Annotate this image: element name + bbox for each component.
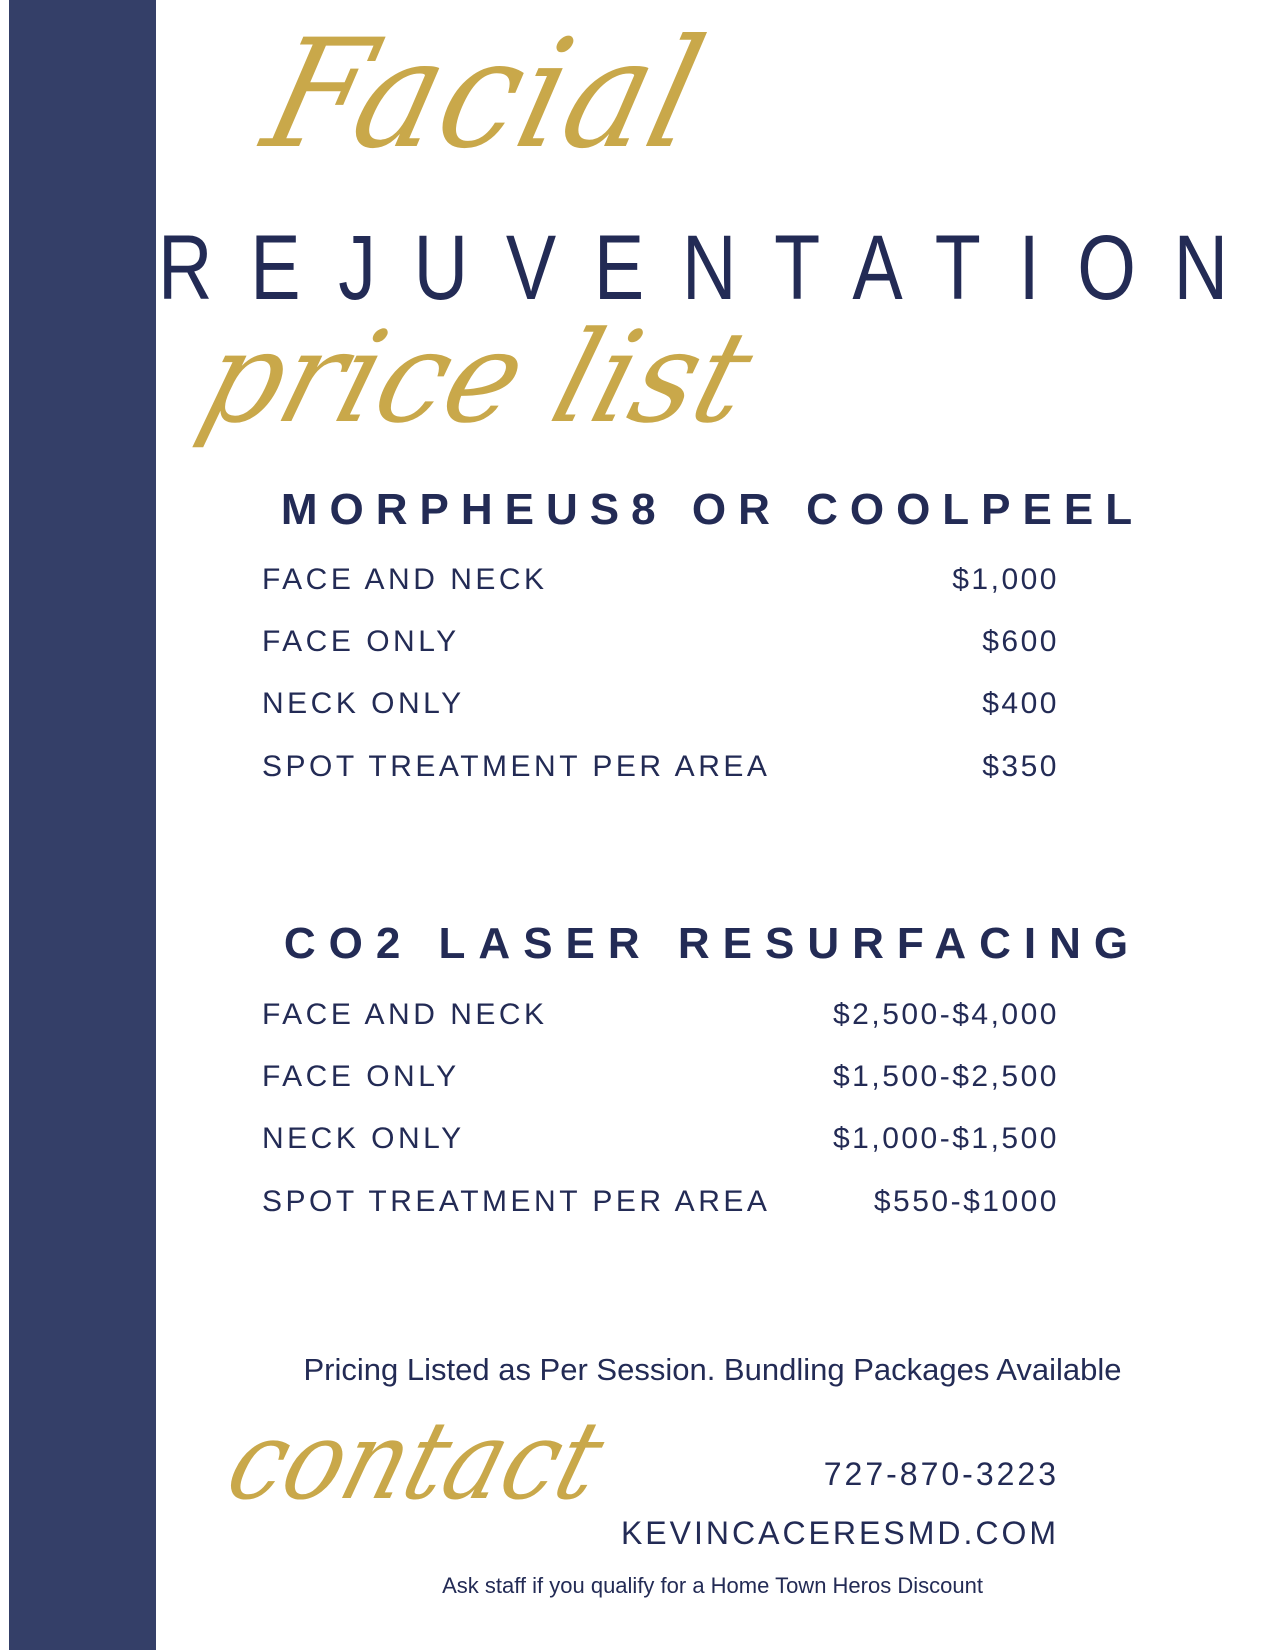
price-row: [262, 1057, 1059, 1097]
price-label: FACE AND NECK: [262, 563, 548, 596]
page-title: REJUVENTATION: [158, 217, 1266, 319]
price-value: $400: [982, 687, 1059, 720]
price-row: [262, 1182, 1059, 1222]
section-title-morpheus8: MORPHEUS8 OR COOLPEEL: [280, 485, 1145, 534]
price-label: FACE ONLY: [262, 625, 460, 658]
sidebar-stripe: [9, 0, 156, 1650]
script-heading-contact: contact: [214, 1399, 617, 1524]
price-value: $1,000-$1,500: [832, 1122, 1059, 1155]
price-value: $350: [982, 750, 1059, 783]
section-title-co2-laser: CO2 LASER RESURFACING: [283, 919, 1142, 968]
price-row: [262, 684, 1059, 724]
price-row: [262, 622, 1059, 662]
price-row: [262, 747, 1059, 787]
price-label: NECK ONLY: [262, 687, 465, 720]
price-value: $600: [982, 625, 1059, 658]
discount-note: Ask staff if you qualify for a Home Town Heros Discount: [442, 1573, 983, 1598]
script-heading-facial: Facial: [249, 8, 721, 182]
price-value: $1,000: [952, 563, 1059, 596]
script-heading-price-list: price list: [186, 304, 768, 451]
price-row: [262, 995, 1059, 1035]
price-row: [262, 1119, 1059, 1159]
price-row: [262, 560, 1059, 600]
price-label: SPOT TREATMENT PER AREA: [262, 1185, 771, 1218]
price-value: $1,500-$2,500: [832, 1060, 1059, 1093]
price-label: FACE AND NECK: [262, 998, 548, 1031]
price-value: $2,500-$4,000: [832, 998, 1059, 1031]
price-label: FACE ONLY: [262, 1060, 460, 1093]
price-label: NECK ONLY: [262, 1122, 465, 1155]
price-label: SPOT TREATMENT PER AREA: [262, 750, 771, 783]
price-value: $550-$1000: [873, 1185, 1059, 1218]
website-link[interactable]: KEVINCACERESMD.COM: [620, 1515, 1059, 1551]
phone-number[interactable]: 727-870-3223: [823, 1456, 1059, 1492]
pricing-note: Pricing Listed as Per Session. Bundling Packages Available: [303, 1352, 1122, 1387]
